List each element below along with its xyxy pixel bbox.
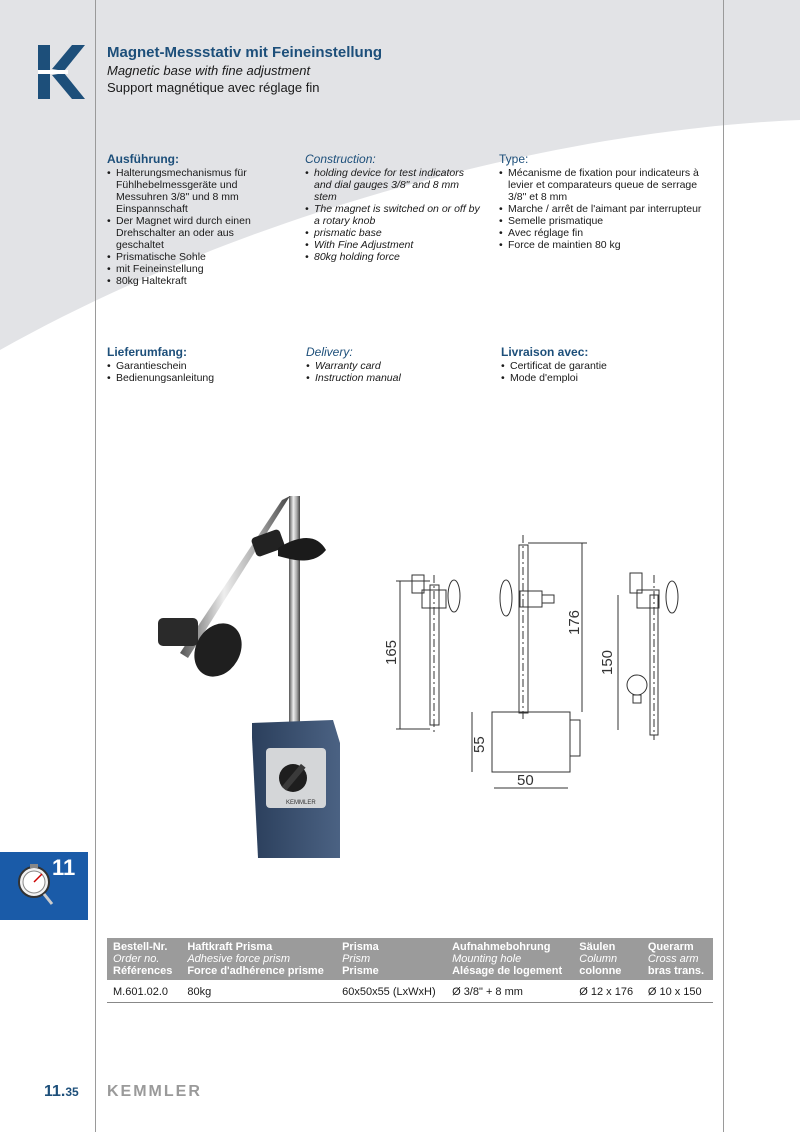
delivery-list-fr xyxy=(501,360,711,384)
title-block xyxy=(107,44,382,96)
delivery-heading-en: Delivery: xyxy=(306,345,353,359)
title-en: Magnetic base with fine adjustment xyxy=(107,63,311,78)
list-item: • Avec réglage fin xyxy=(499,227,714,239)
design-list-en xyxy=(305,167,480,263)
table-cell: 60x50x55 (LxWxH) xyxy=(336,980,446,1003)
design-heading-en: Construction: xyxy=(305,152,376,166)
list-item: • Warranty card xyxy=(306,360,481,372)
section-tab-number: 11 xyxy=(52,855,76,880)
list-item: • With Fine Adjustment xyxy=(305,239,480,251)
list-item: • Bedienungsanleitung xyxy=(107,372,282,384)
footer-brand: KEMMLER xyxy=(107,1083,202,1100)
list-item: • The magnet is switched on or off by a rotary knob xyxy=(305,203,480,227)
list-item: • Force de maintien 80 kg xyxy=(499,239,714,251)
list-item: • 80kg Haltekraft xyxy=(107,275,282,287)
delivery-list-de xyxy=(107,360,282,384)
delivery-list-en xyxy=(306,360,481,384)
delivery-heading-fr: Livraison avec: xyxy=(501,345,589,359)
dim-50-label: 50 xyxy=(517,772,534,789)
list-item: • Marche / arrêt de l'aimant par interrupteur xyxy=(499,203,714,215)
table-cell: Ø 3/8" + 8 mm xyxy=(446,980,573,1003)
dim-150-label: 150 xyxy=(599,649,616,675)
list-item: • Mode d'emploi xyxy=(501,372,711,384)
table-cell: Ø 10 x 150 xyxy=(642,980,713,1003)
dim-55-label: 55 xyxy=(471,736,488,753)
list-item: • Prismatische Sohle xyxy=(107,251,282,263)
title-de: Magnet-Messstativ mit Feineinstellung xyxy=(107,44,383,61)
page-number: 11.35 xyxy=(44,1083,79,1100)
list-item: • Garantieschein xyxy=(107,360,282,372)
table-header-cell: Aufnahmebohrung Mounting hole Alésage de logement xyxy=(446,938,573,980)
dial-gauge-icon xyxy=(16,862,56,906)
technical-drawing xyxy=(372,535,702,800)
base-brand-text: KEMMLER xyxy=(286,800,316,806)
table-row xyxy=(107,980,713,1003)
dim-165-label: 165 xyxy=(383,639,400,665)
list-item: • Der Magnet wird durch einen Drehschalter an oder aus geschaltet xyxy=(107,215,282,251)
list-item: • 80kg holding force xyxy=(305,251,480,263)
right-margin-line xyxy=(723,0,724,1132)
table-header-row xyxy=(107,938,713,980)
delivery-heading-de: Lieferumfang: xyxy=(107,345,188,359)
design-heading-fr: Type: xyxy=(499,152,529,166)
spec-table xyxy=(107,938,713,1003)
product-photo xyxy=(148,488,363,858)
table-cell: M.601.02.0 xyxy=(107,980,181,1003)
list-item: • Halterungsmechanismus für Fühlhebelmessgeräte und Messuhren 3/8" und 8 mm Einspannschaft xyxy=(107,167,282,215)
list-item: • mit Feineinstellung xyxy=(107,263,282,275)
design-list-de xyxy=(107,167,282,287)
dim-176-label: 176 xyxy=(566,609,583,635)
table-cell: 80kg xyxy=(181,980,336,1003)
delivery-column-en xyxy=(306,345,481,384)
design-heading-de: Ausführung: xyxy=(107,152,179,166)
delivery-column-de xyxy=(107,345,282,384)
table-header-cell: Querarm Cross arm bras trans. xyxy=(642,938,713,980)
design-column-en xyxy=(305,152,480,263)
list-item: • Instruction manual xyxy=(306,372,481,384)
table-header-cell: Prisma Prism Prisme xyxy=(336,938,446,980)
list-item: • Semelle prismatique xyxy=(499,215,714,227)
left-margin-line xyxy=(95,0,96,1132)
table-header-cell: Säulen Column colonne xyxy=(573,938,642,980)
kemmler-logo-icon xyxy=(38,45,86,99)
design-column-fr xyxy=(499,152,714,251)
table-header-cell: Haftkraft Prisma Adhesive force prism Force d'adhérence prisme xyxy=(181,938,336,980)
design-list-fr xyxy=(499,167,714,251)
list-item: • Certificat de garantie xyxy=(501,360,711,372)
list-item: • prismatic base xyxy=(305,227,480,239)
design-column-de xyxy=(107,152,282,287)
title-fr: Support magnétique avec réglage fin xyxy=(107,80,320,95)
list-item: • Mécanisme de fixation pour indicateurs à levier et comparateurs queue de serrage 3/8" et 8 mm xyxy=(499,167,714,203)
list-item: • holding device for test indicators and dial gauges 3/8" and 8 mm stem xyxy=(305,167,480,203)
table-header-cell: Bestell-Nr. Order no. Références xyxy=(107,938,181,980)
delivery-column-fr xyxy=(501,345,711,384)
table-cell: Ø 12 x 176 xyxy=(573,980,642,1003)
